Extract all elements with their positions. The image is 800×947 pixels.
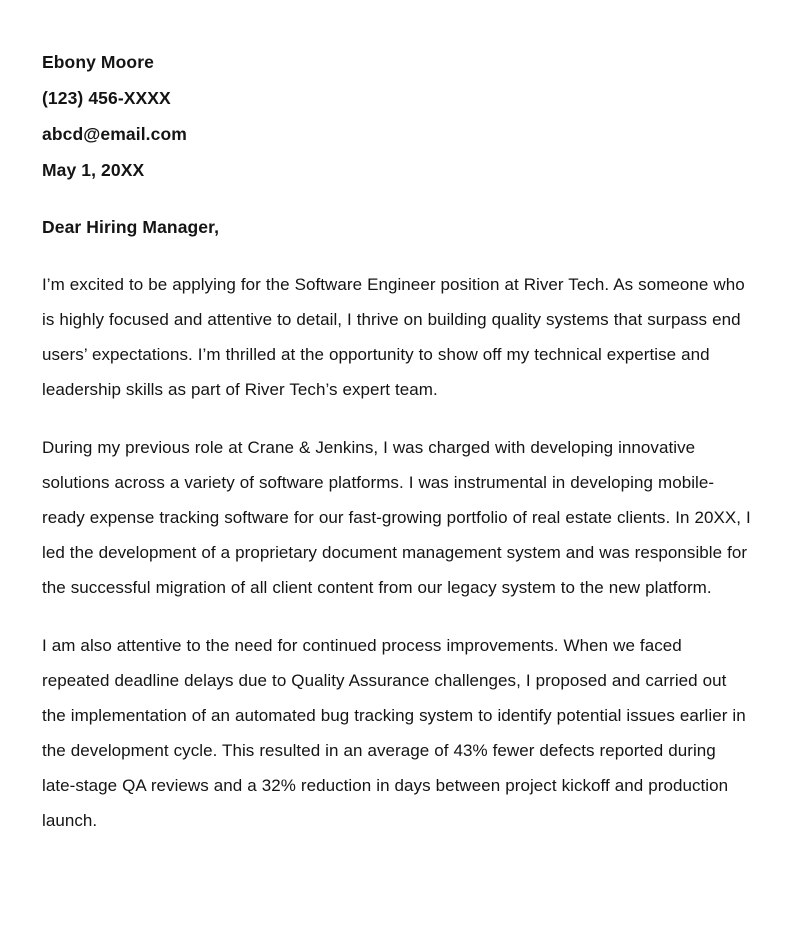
body-paragraph-3: I am also attentive to the need for continued process improvements. When we faced repeated deadline delays due to Quality Assurance challenges, I proposed and carried out the implementation of an automated bug tracking system to identify potential issues earlier in the development cycle. This resulted in an average of 43% fewer defects reported during late-stage QA reviews and a 32% reduction in days between project kickoff and production launch. (42, 636, 746, 830)
sender-name: Ebony Moore (42, 52, 154, 72)
letterhead (42, 44, 752, 188)
body-paragraph-1: I’m excited to be applying for the Software Engineer position at River Tech. As someone who is highly focused and attentive to detail, I thrive on building quality systems that surpass end users’ expectations. I’m thrilled at the opportunity to show off my technical expertise and leadership skills as part of River Tech’s expert team. (42, 275, 745, 399)
sender-phone: (123) 456-XXXX (42, 88, 171, 108)
body-paragraph-2: During my previous role at Crane & Jenkins, I was charged with developing innovative solutions across a variety of software platforms. I was instrumental in developing mobile-ready expense tracking software for our fast-growing portfolio of real estate clients. In 20XX, I led the development of a proprietary document management system and was responsible for the successful migration of all client content from our legacy system to the new platform. (42, 438, 751, 597)
letter-date: May 1, 20XX (42, 160, 145, 180)
salutation: Dear Hiring Manager, (42, 217, 220, 237)
sender-email: abcd@email.com (42, 124, 187, 144)
letter-body (42, 267, 752, 838)
